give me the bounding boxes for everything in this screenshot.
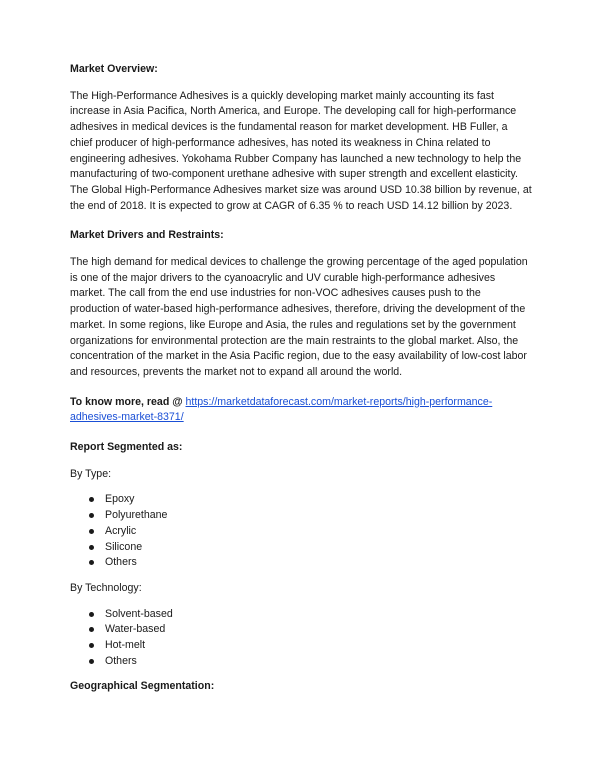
- bullet-icon: [89, 643, 94, 648]
- list-item: [70, 607, 532, 623]
- list-item-label: Polyurethane: [105, 509, 168, 522]
- document-page: [70, 62, 532, 706]
- list-item: [70, 638, 532, 654]
- list-item: [70, 492, 532, 508]
- market-drivers-heading: Market Drivers and Restraints:: [70, 229, 224, 242]
- list-item-label: Hot-melt: [105, 638, 146, 651]
- by-type-label: By Type:: [70, 467, 112, 480]
- by-type-list: [70, 492, 532, 570]
- bullet-icon: [89, 612, 94, 617]
- bullet-icon: [89, 529, 94, 534]
- bullet-icon: [89, 560, 94, 565]
- list-item-label: Others: [105, 556, 137, 569]
- list-item-label: Epoxy: [105, 493, 135, 506]
- list-item-label: Solvent-based: [105, 607, 173, 620]
- list-item-label: Others: [105, 654, 137, 667]
- list-item: [70, 524, 532, 540]
- bullet-icon: [89, 659, 94, 664]
- list-item: [70, 654, 532, 670]
- list-item: [70, 508, 532, 524]
- list-item-label: Acrylic: [105, 524, 137, 537]
- by-technology-label: By Technology:: [70, 581, 142, 594]
- report-segmented-heading: Report Segmented as:: [70, 441, 183, 454]
- list-item-label: Silicone: [105, 540, 143, 553]
- by-technology-list: [70, 607, 532, 670]
- list-item: [70, 540, 532, 556]
- market-overview-heading: Market Overview:: [70, 63, 158, 75]
- list-item: [70, 622, 532, 638]
- list-item-label: Water-based: [105, 623, 166, 636]
- market-drivers-paragraph: The high demand for medical devices to challenge the growing percentage of the aged population is one of the major drivers to the cyanoacrylic and UV curable high-performance adhesives market. The call from the end use industries for non-VOC adhesives causes push to the production of water-based high-performance adhesives, therefore, driving the development of the market. In some regions, like Europe and Asia, the rules and regulations set by the government organizations for environmental protection are the main restraints to the global market. Also, the concentration of the market in the Asia Pacific region, due to the easy availability of low-cost labor and resources, prevents the market not to expand all around the world.: [70, 256, 528, 378]
- geographical-segmentation-heading: Geographical Segmentation:: [70, 680, 215, 693]
- list-item: [70, 555, 532, 571]
- report-link[interactable]: https://marketdataforecast.com/market-reports/high-performance-adhesives-market-8371/: [70, 395, 493, 424]
- bullet-icon: [89, 497, 94, 502]
- know-more-lead: To know more, read @: [70, 395, 186, 408]
- know-more-line: [70, 395, 532, 426]
- market-overview-paragraph: The High-Performance Adhesives is a quickly developing market mainly accounting its fast increase in Asia Pacifica, North America, and Europe. The developing call for high-performance adhesives in medical devices is the fundamental reason for market development. HB Fuller, a chief producer of high-performance adhesives, has noted its weakness in China related to engineering adhesives. Yokohama Rubber Company has launched a new technology to help the manufacturing of two-component urethane adhesive with super strength and excellent elasticity. The Global High-Performance Adhesives market size was around USD 10.38 billion by revenue, at the end of 2018. It is expected to grow at CAGR of 6.35 % to reach USD 14.12 billion by 2023.: [70, 89, 532, 212]
- bullet-icon: [89, 627, 94, 632]
- bullet-icon: [89, 513, 94, 518]
- bullet-icon: [89, 545, 94, 550]
